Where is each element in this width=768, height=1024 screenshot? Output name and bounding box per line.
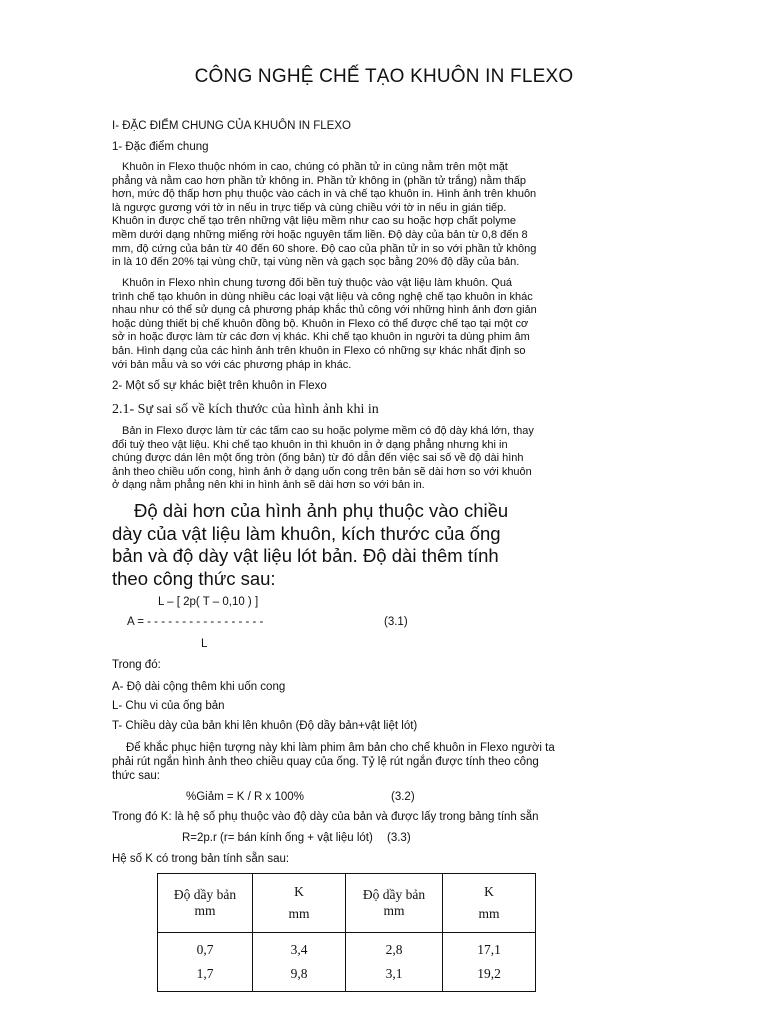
- paragraph-shortening: [112, 741, 572, 783]
- text-line: dày của vật liệu làm khuôn, kích thước của ống: [112, 522, 501, 544]
- page-title: CÔNG NGHỆ CHẾ TẠO KHUÔN IN FLEXO: [194, 66, 574, 87]
- text-line: mm, độ cứng của bản từ 40 đến 60 shore. Độ cao của phần tử in so với phần tử không: [112, 242, 537, 255]
- header-text: K: [484, 884, 494, 899]
- text-line: theo công thức sau:: [112, 567, 276, 589]
- formula-numerator: L – [ 2p( T – 0,10 ) ]: [158, 596, 259, 608]
- definition-t: T- Chiều dày của bản khi lên khuôn (Độ dầy bản+vật liệt lót): [112, 720, 418, 732]
- table-header-cell: [158, 874, 253, 933]
- text-line: chúng được dán lên một ống tròn (ống bản) từ đó dẫn đến việc sai số về độ dài hình: [112, 452, 524, 465]
- table-header-row: [158, 874, 536, 933]
- large-paragraph: [112, 500, 572, 590]
- header-text: Độ dầy bản: [362, 887, 426, 902]
- text-line: in là 10 đến 20% tại vùng chữ, tại vùng nền và gạch sọc bằng 20% độ dầy của bản.: [112, 256, 520, 269]
- table-row: [158, 933, 536, 992]
- where-label: Trong đó:: [112, 659, 161, 671]
- text-line: bản. Hình dạng của các hình ảnh trên khuôn in Flexo có những sự khác nhất định so: [112, 344, 526, 357]
- text-line: ở dạng nằm phẳng nên khi in hình ảnh sẽ dài hơn so với bản in.: [112, 479, 425, 492]
- text-line: là ngược gương với tờ in nếu in trực tiếp và cùng chiều với tờ in nếu in gián tiếp.: [112, 201, 507, 214]
- text-line: Để khắc phục hiện tượng này khi làm phim âm bản cho chế khuôn in Flexo người ta: [126, 742, 555, 754]
- text-line: sở in hoặc được làm từ các đơn vị khác. Khi chế tạo khuôn in người ta dùng phim âm: [112, 331, 530, 344]
- text-line: thức sau:: [112, 770, 160, 782]
- formula-2: %Giảm = K / R x 100%: [186, 791, 304, 803]
- formula-3-number: (3.3): [387, 832, 411, 844]
- text-line: phải rút ngắn hình ảnh theo chiều quay của ống. Tỷ lệ rút ngắn được tính theo công: [112, 756, 539, 768]
- table-header-cell: [346, 874, 443, 933]
- formula-2-number: (3.2): [391, 791, 415, 803]
- text-line: với bản mẫu và so với các phương pháp in khác.: [112, 358, 352, 371]
- text-line: trình chế tạo khuôn in dùng nhiều các loại vật liệu và công nghệ chế tạo khuôn in khác: [112, 290, 533, 303]
- text-line: ảnh theo chiều uốn cong, hình ảnh ở dạng uốn cong trên bản sẽ dài hơn so với khuôn: [112, 465, 532, 478]
- paragraph-durability: [112, 277, 560, 372]
- paragraph-characteristics: [112, 161, 560, 270]
- subsection-heading: 1- Đặc điểm chung: [112, 141, 209, 153]
- formula-lhs: A = - - - - - - - - - - - - - - - - -: [127, 616, 264, 628]
- cell-value: 19,2: [477, 966, 501, 981]
- table-header-cell: [443, 874, 536, 933]
- paragraph-size-error: [112, 425, 560, 493]
- cell-value: 2,8: [385, 942, 403, 957]
- text-line: phẳng và nằm cao hơn phần tử không in. Phần tử không in (phần tử trắng) nằm thấp: [112, 174, 526, 187]
- header-unit: mm: [383, 903, 405, 918]
- where-k: Trong đó K: là hệ số phụ thuộc vào độ dày của bản và được lấy trong bảng tính sẵn: [112, 811, 539, 823]
- formula-denominator: L: [201, 638, 208, 650]
- header-unit: mm: [478, 906, 500, 921]
- table-caption: Hệ số K có trong bản tính sẵn sau:: [112, 853, 290, 865]
- subsection-heading: 2- Một số sự khác biệt trên khuôn in Flexo: [112, 380, 327, 392]
- cell-value: 17,1: [477, 942, 501, 957]
- table-cell: [253, 933, 346, 992]
- k-coefficient-table: [157, 873, 536, 992]
- cell-value: 3,1: [385, 966, 403, 981]
- cell-value: 9,8: [290, 966, 308, 981]
- header-unit: mm: [288, 906, 310, 921]
- text-line: bản và độ dày vật liệu lót bản. Độ dài thêm tính: [112, 545, 499, 566]
- text-line: nhau như có thể sử dụng cả phương pháp khắc thủ công với những hình ảnh đơn giản: [112, 304, 537, 317]
- text-line: Khuôn in được chế tạo trên những vật liệu mềm như cao su hoặc hợp chất polyme: [112, 215, 517, 228]
- text-line: hoặc dùng thiết bị chế khuôn đồng bộ. Khuôn in Flexo có thể được chế tạo tại một cơ: [112, 317, 529, 330]
- definition-l: L- Chu vi của ống bản: [112, 700, 225, 712]
- cell-value: 1,7: [196, 966, 214, 981]
- section-heading: I- ĐẶC ĐIỂM CHUNG CỦA KHUÔN IN FLEXO: [112, 120, 351, 132]
- text-line: Khuôn in Flexo nhìn chung tương đối bền tuỳ thuộc vào vật liệu làm khuôn. Quá: [122, 277, 513, 289]
- definition-a: A- Độ dài cộng thêm khi uốn cong: [112, 681, 286, 693]
- text-line: Khuôn in Flexo thuộc nhóm in cao, chúng có phần tử in cùng nằm trên một mặt: [122, 161, 508, 173]
- header-unit: mm: [194, 903, 216, 918]
- table-cell: [443, 933, 536, 992]
- table-header-cell: [253, 874, 346, 933]
- cell-value: 0,7: [196, 942, 214, 957]
- text-line: Độ dài hơn của hình ảnh phụ thuộc vào chiều: [134, 500, 509, 521]
- table-cell: [158, 933, 253, 992]
- text-line: mềm dưới dạng những miếng rời hoặc nguyên tấm liền. Độ dày của bản từ 0,8 đến 8: [112, 228, 528, 241]
- formula-3: R=2p.r (r= bán kính ống + vật liệu lót): [182, 832, 373, 844]
- header-text: K: [294, 884, 304, 899]
- text-line: Bản in Flexo được làm từ các tấm cao su hoặc polyme mềm có độ dày khá lớn, thay: [122, 425, 534, 437]
- formula-number: (3.1): [384, 616, 408, 628]
- subsection-heading-serif: 2.1- Sự sai số về kích thước của hình ảnh khi in: [112, 402, 379, 417]
- text-line: hơn, mức độ thấp hơn phụ thuộc vào cách in và chế tạo khuôn in. Hình ảnh trên khuôn: [112, 188, 537, 201]
- header-text: Độ dầy bản: [173, 887, 237, 902]
- cell-value: 3,4: [290, 942, 308, 957]
- text-line: đổi tuỳ theo vật liệu. Khi chế tạo khuôn in thì khuôn in ở dạng phẳng nhưng khi in: [112, 438, 508, 451]
- table-cell: [346, 933, 443, 992]
